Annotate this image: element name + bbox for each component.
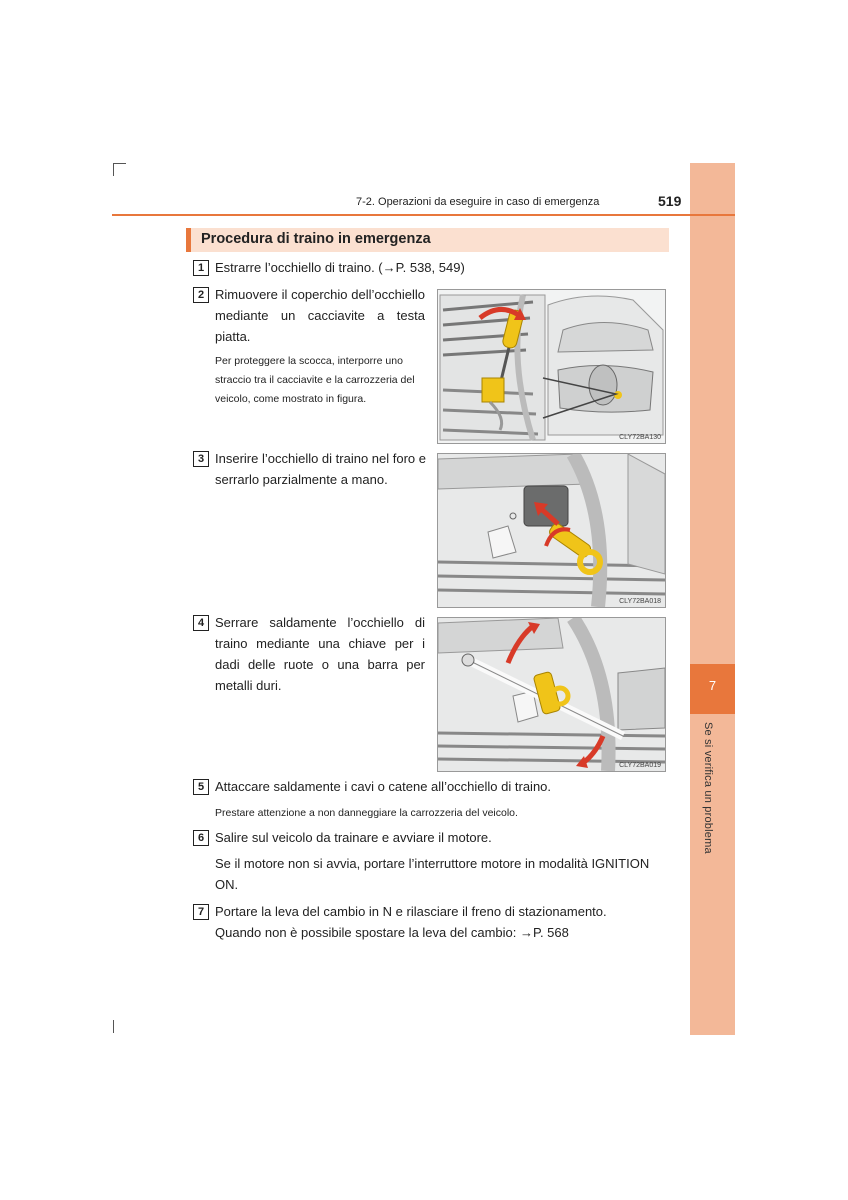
- figure-insert-eye: [437, 453, 666, 608]
- figure-code: CLY72BA019: [619, 762, 661, 769]
- figure-insert-eye-drawing: [438, 454, 665, 607]
- section-title: Procedura di traino in emergenza: [201, 231, 431, 247]
- step-text: Attaccare saldamente i cavi o catene all’occhiello di traino.: [215, 779, 552, 794]
- grille-closeup: [440, 295, 545, 440]
- step-text: Salire sul veicolo da trainare e avviare il motore.: [215, 830, 492, 845]
- step-text: Estrarre l’occhiello di traino. (→P. 538, 549): [215, 260, 465, 275]
- header-rule: [112, 214, 735, 216]
- figure-tighten-eye: [437, 617, 666, 772]
- figure-code: CLY72BA130: [619, 434, 661, 441]
- step-text: Inserire l’occhiello di traino nel foro e serrarlo parzialmente a mano.: [215, 451, 426, 487]
- figure-remove-cover-drawing: [438, 290, 665, 443]
- step-note: Se il motore non si avvia, portare l’interruttore motore in modalità IGNITION ON.: [215, 856, 650, 892]
- step-number: 7: [193, 904, 209, 920]
- step-text: Rimuovere il coperchio dell’occhiello mediante un cacciavite a testa piatta.: [215, 287, 425, 344]
- step-text: Serrare saldamente l’occhiello di traino mediante una chiave per i dadi delle ruote o una barra per metalli duri.: [215, 615, 425, 693]
- step-number: 6: [193, 830, 209, 846]
- step-note: Prestare attenzione a non danneggiare la carrozzeria del veicolo.: [215, 807, 518, 819]
- step-note: Quando non è possibile spostare la leva del cambio: →P. 568: [215, 925, 569, 940]
- step-number: 5: [193, 779, 209, 795]
- step-note: Per proteggere la scocca, interporre uno straccio tra il cacciavite e la carrozzeria del veicolo, come mostrato in figura.: [215, 355, 415, 405]
- figure-remove-cover: [437, 289, 666, 444]
- step-text: Portare la leva del cambio in N e rilasciare il freno di stazionamento.: [215, 904, 607, 919]
- figure-tighten-eye-drawing: [438, 618, 665, 771]
- step-number: 3: [193, 451, 209, 467]
- header-title: 7-2. Operazioni da eseguire in caso di emergenza: [356, 196, 600, 208]
- car-front-view: [548, 296, 663, 435]
- crop-mark: [113, 163, 126, 164]
- chapter-tab[interactable]: 7: [690, 664, 735, 714]
- section-header: [186, 228, 669, 252]
- tow-eye-cover: [482, 378, 504, 402]
- chapter-sidebar: [690, 163, 735, 1035]
- crop-mark: [113, 1020, 114, 1033]
- page-number: 519: [658, 193, 682, 209]
- figure-code: CLY72BA018: [619, 598, 661, 605]
- step-number: 2: [193, 287, 209, 303]
- step-number: 1: [193, 260, 209, 276]
- crop-mark: [113, 163, 114, 176]
- chapter-title: Se si verifica un problema: [702, 722, 714, 854]
- step-number: 4: [193, 615, 209, 631]
